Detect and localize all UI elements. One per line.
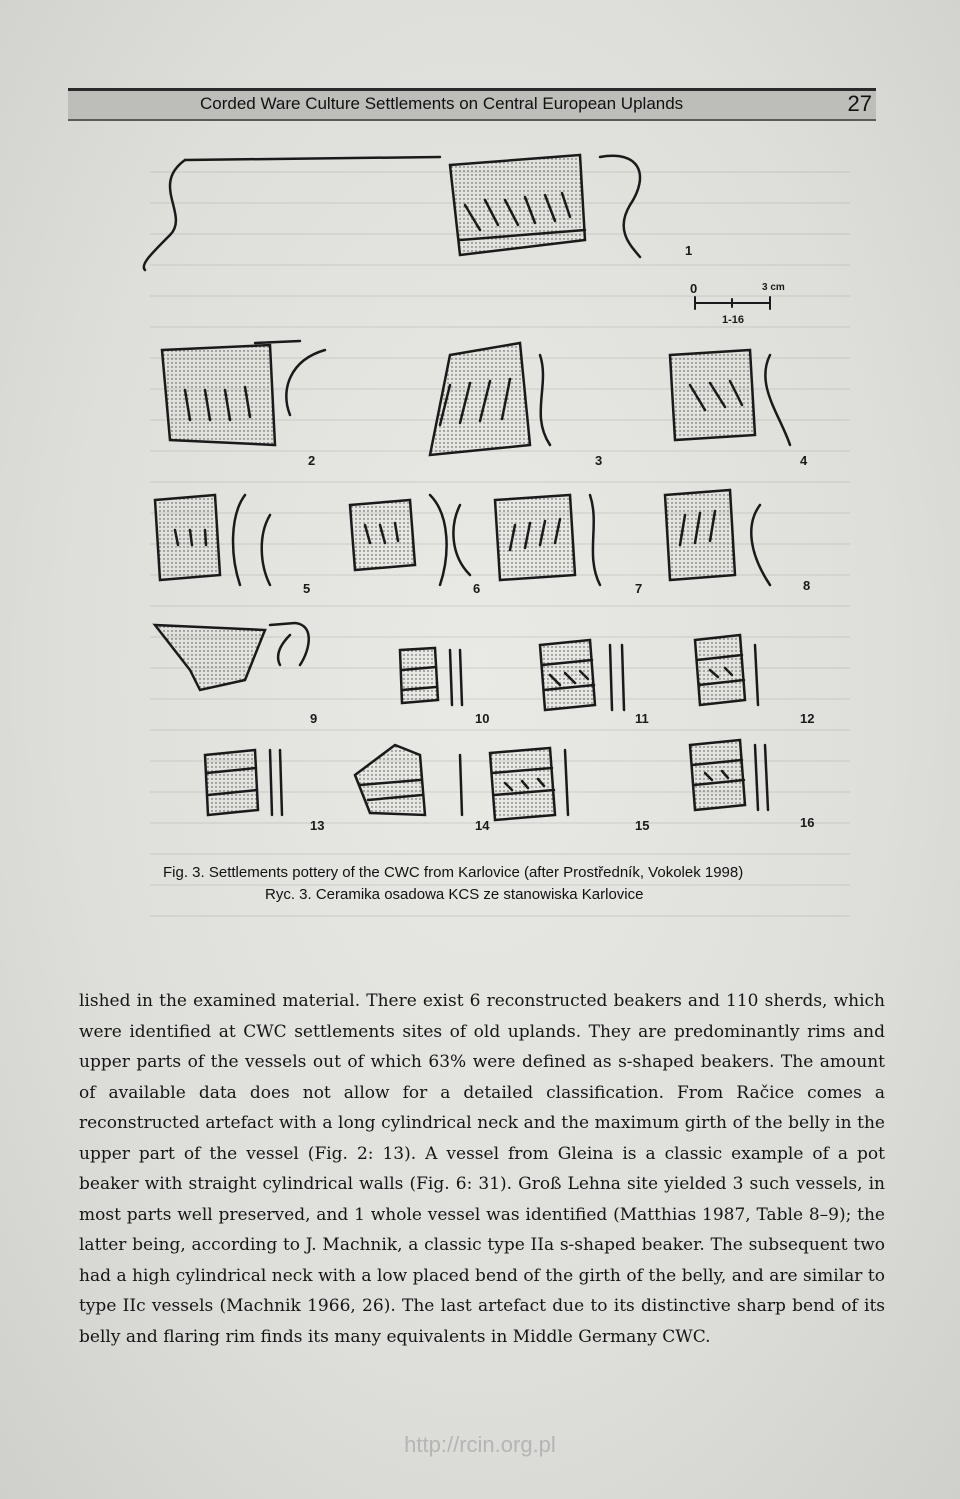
sherd-2 [162,341,325,445]
figure-number-13: 13 [310,818,325,833]
caption-english: Fig. 3. Settlements pottery of the CWC from Karlovice (after Prostředník, Vokolek 1998) [163,864,744,881]
scale-label-3cm: 3 cm [762,282,785,293]
figure-pottery-drawings [130,145,850,845]
figure-number-16: 16 [800,815,815,830]
figure-number-8: 8 [803,578,811,593]
figure-number-11: 11 [635,711,649,726]
sherd-3 [430,343,550,455]
figure-number-15: 15 [635,818,650,833]
sherd-10 [400,648,462,705]
figure-number-7: 7 [635,581,643,596]
running-head-title: Corded Ware Culture Settlements on Central European Uplands [200,94,684,113]
figure-number-4: 4 [800,453,808,468]
scale-bar [695,297,770,309]
figure-number-14: 14 [475,818,490,833]
figure-number-10: 10 [475,711,490,726]
figure-number-5: 5 [303,581,311,596]
sherd-12 [695,635,758,705]
sherd-16 [690,740,768,810]
sherd-6 [350,495,470,585]
sherd-14 [355,745,462,815]
figure-number-1: 1 [685,243,693,258]
figure-number-12: 12 [800,711,815,726]
watermark-url: http://rcin.org.pl [404,1432,556,1457]
figure-number-9: 9 [310,711,318,726]
body-paragraph: lished in the examined material. There exist 6 reconstructed beakers and 110 sherds, which were identified at CWC settlements sites of old uplands. They are predominantly rims and upper parts of the vessels out of which 63% were defined as s-shaped beakers. The amount of available data does not allow for a detailed classification. From Račice comes a reconstructed artefact with a long cylindrical neck and the maximum girth of the belly in the upper part of the vessel (Fig. 2: 13). A vessel from Gleina is a classic example of a pot beaker with straight cylindrical walls (Fig. 6: 31). Groß Lehna site yielded 3 such vessels, in most parts well preserved, and 1 whole vessel was identified (Matthias 1987, Table 8–9); the latter being, according to J. Machnik, a classic type IIa s-shaped beaker. The subsequent two had a high cylindrical neck with a low placed bend of the girth of the belly, and are similar to type IIc vessels (Machnik 1966, 26). The last artefact due to its distinctive sharp bend of its belly and flaring rim finds its many equivalents in Middle Germany CWC. [79,991,885,1347]
running-head [68,88,876,121]
caption-polish: Ryc. 3. Ceramika osadowa KCS ze stanowiska Karlovice [265,886,644,903]
figure-number-6: 6 [473,581,481,596]
figure-caption [163,862,863,906]
sherd-8 [665,490,770,585]
sherd-15 [490,748,568,820]
sherd-13 [205,750,282,815]
scale-label-range: 1-16 [722,314,745,326]
scale-label-zero: 0 [690,281,698,296]
sherd-11 [540,640,624,710]
sherd-4 [670,350,790,445]
sherd-7 [495,495,600,585]
sherd-9 [155,623,309,690]
sherd-5 [155,495,270,585]
figure-number-2: 2 [308,453,316,468]
figure-number-3: 3 [595,453,603,468]
sherd-1 [144,155,640,270]
page-number: 27 [847,91,872,116]
